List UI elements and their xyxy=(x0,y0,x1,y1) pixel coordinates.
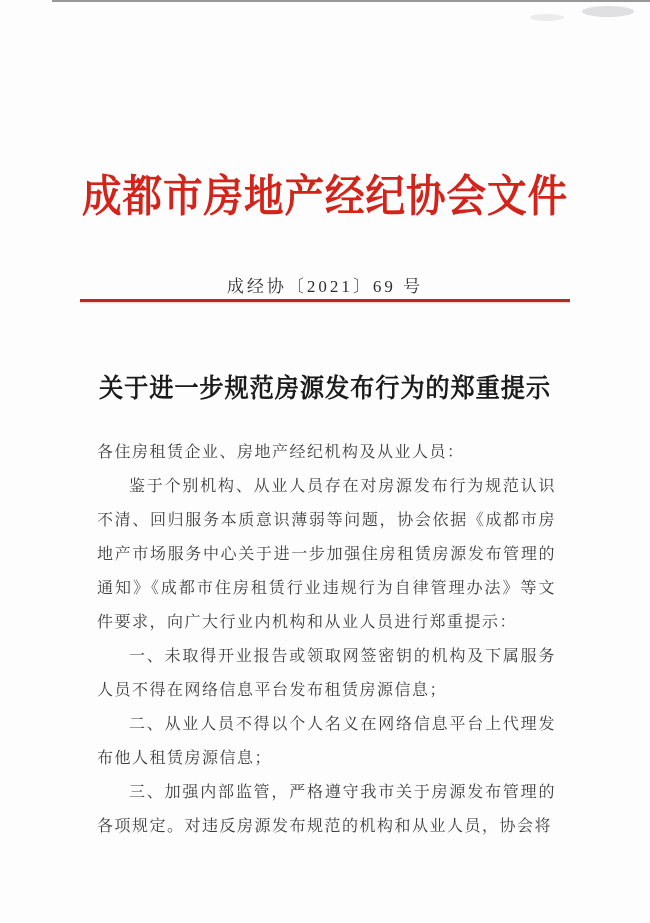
scan-artifact-top-line xyxy=(52,0,650,2)
doc-number: 成经协〔2021〕69 号 xyxy=(226,277,424,296)
red-divider-line xyxy=(80,299,570,302)
body-paragraph: 三、加强内部监管，严格遵守我市关于房源发布管理的各项规定。对违反房源发布规范的机构和从业人员，协会将 xyxy=(97,784,556,835)
body-paragraph: 一、未取得开业报告或领取网签密钥的机构及下属服务人员不得在网络信息平台发布租赁房源信息； xyxy=(97,648,556,699)
doc-body xyxy=(97,436,556,844)
scan-artifact-smudge xyxy=(530,14,564,21)
salutation: 各住房租赁企业、房地产经纪机构及从业人员： xyxy=(97,444,465,461)
scan-artifact-smudge xyxy=(582,6,634,17)
body-paragraph: 二、从业人员不得以个人名义在网络信息平台上代理发布他人租赁房源信息； xyxy=(97,716,556,767)
doc-org-header: 成都市房地产经纪协会文件 xyxy=(82,172,568,221)
body-paragraph: 鉴于个别机构、从业人员存在对房源发布行为规范认识不清、回归服务本质意识薄弱等问题，协会依据《成都市房地产市场服务中心关于进一步加强住房租赁房源发布管理的通知》《成都市住房租赁行业违规行为自律管理办法》等文件要求，向广大行业内机构和从业人员进行郑重提示： xyxy=(97,478,556,631)
doc-title: 关于进一步规范房源发布行为的郑重提示 xyxy=(98,374,551,403)
